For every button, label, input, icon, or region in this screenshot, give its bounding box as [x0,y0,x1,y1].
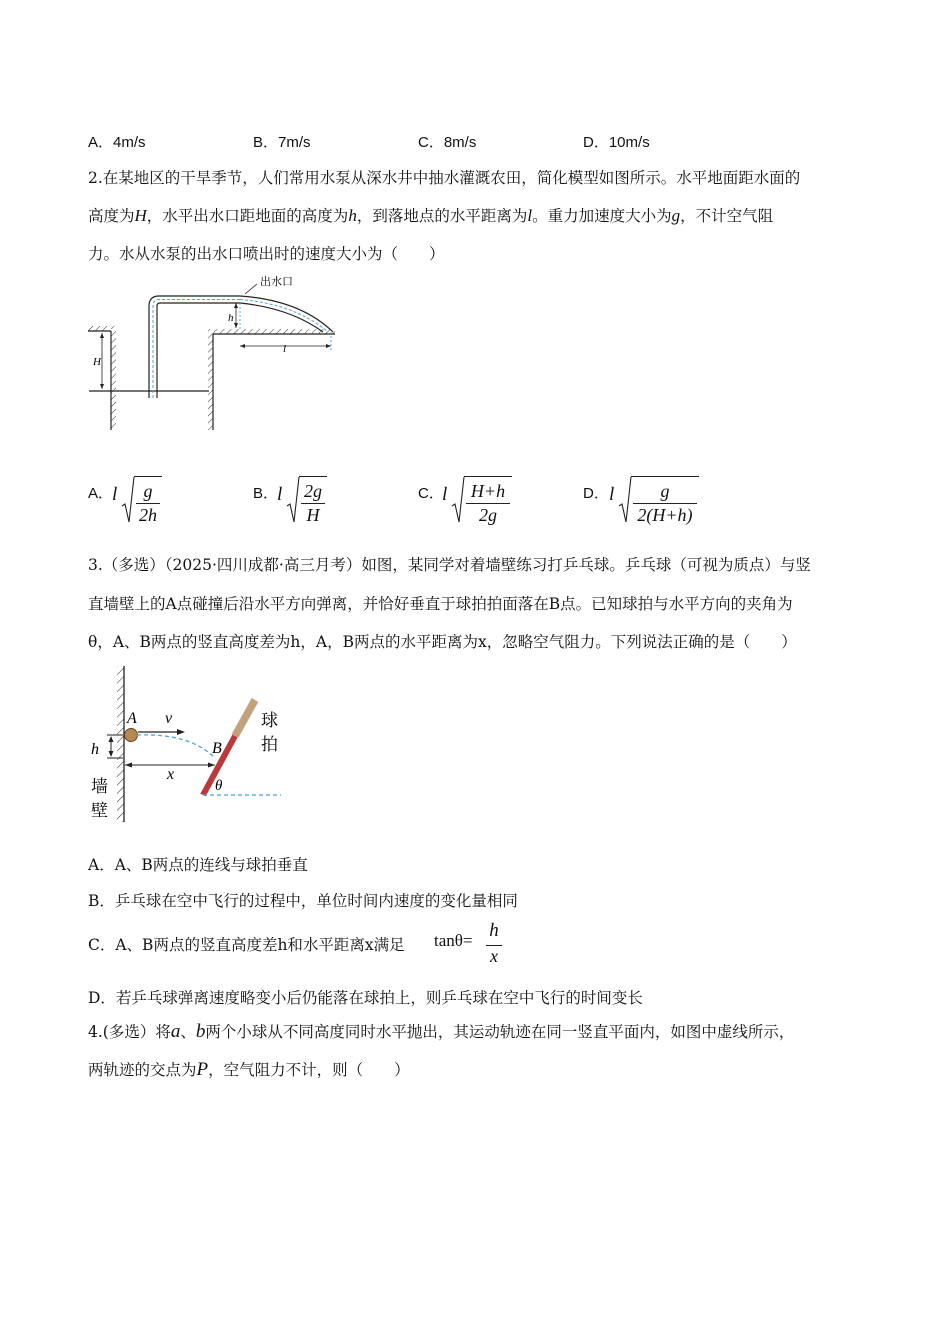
q2-pump-figure [85,270,345,435]
q1-option-b: B．7m/s [253,134,311,151]
q3-fig-A: A [127,710,137,727]
q2-outlet-label: 出水口 [260,275,293,288]
q3-fig-v: v [165,710,173,727]
q1-option-c: C．8m/s [418,134,477,151]
q1-option-a: A．4m/s [88,134,146,151]
q2-fig-H: H [93,356,101,368]
q3-line-2: 直墙壁上的A点碰撞后沿水平方向弹离，并恰好垂直于球拍拍面落在B点。已知球拍与水平方向的夹角为 [88,595,793,613]
q3-fig-racket: 球拍 [261,711,278,755]
q2-line-3: 力。水从水泵的出水口喷出时的速度大小为（ ） [88,245,445,263]
q3-fig-wall: 墙壁 [91,777,108,821]
q2-fig-l: l [283,343,287,355]
q3-fig-theta: θ [215,778,223,794]
q3-option-a: A．A、B两点的连线与球拍垂直 [88,856,308,874]
q4-line-2: 两轨迹的交点为P，空气阻力不计，则（ ） [88,1059,410,1080]
q3-ball [125,729,138,742]
q2-fig-h: h [228,312,234,324]
q3-fig-h: h [91,741,99,758]
q3-line-3: θ，A、B两点的竖直高度差为h，A，B两点的水平距离为x，忽略空气阻力。下列说法正确的是（ ） [88,633,797,651]
q3-line-1: 3.（多选）（2025·四川成都·高三月考）如图，某同学对着墙壁练习打乒乓球。乒乓球（可视为质点）与竖 [88,556,811,574]
q1-option-d: D．10m/s [583,134,650,151]
q3-fig-B: B [212,740,222,757]
q2-line-1: 2.在某地区的干旱季节，人们常用水泵从深水井中抽水灌溉农田，简化模型如图所示。水平地面距水面的 [88,169,801,187]
q2-line-2: 高度为H，水平出水口距地面的高度为h，到落地点的水平距离为l。重力加速度大小为g，不计空气阻 [88,206,774,225]
q3-option-c: C．A、B两点的竖直高度差h和水平距离x满足 tanθ= h x [88,922,588,970]
q3-fig-x: x [167,766,175,783]
q4-line-1: 4.(多选）将a、b两个小球从不同高度同时水平抛出，其运动轨迹在同一竖直平面内，如图中虚线所示， [88,1021,795,1042]
q3-option-b: B．乒乓球在空中飞行的过程中，单位时间内速度的变化量相同 [88,892,518,910]
q3-option-d: D．若乒乓球弹离速度略变小后仍能落在球拍上，则乒乓球在空中飞行的时间变长 [88,989,643,1007]
q3-pingpong-figure [85,664,295,828]
